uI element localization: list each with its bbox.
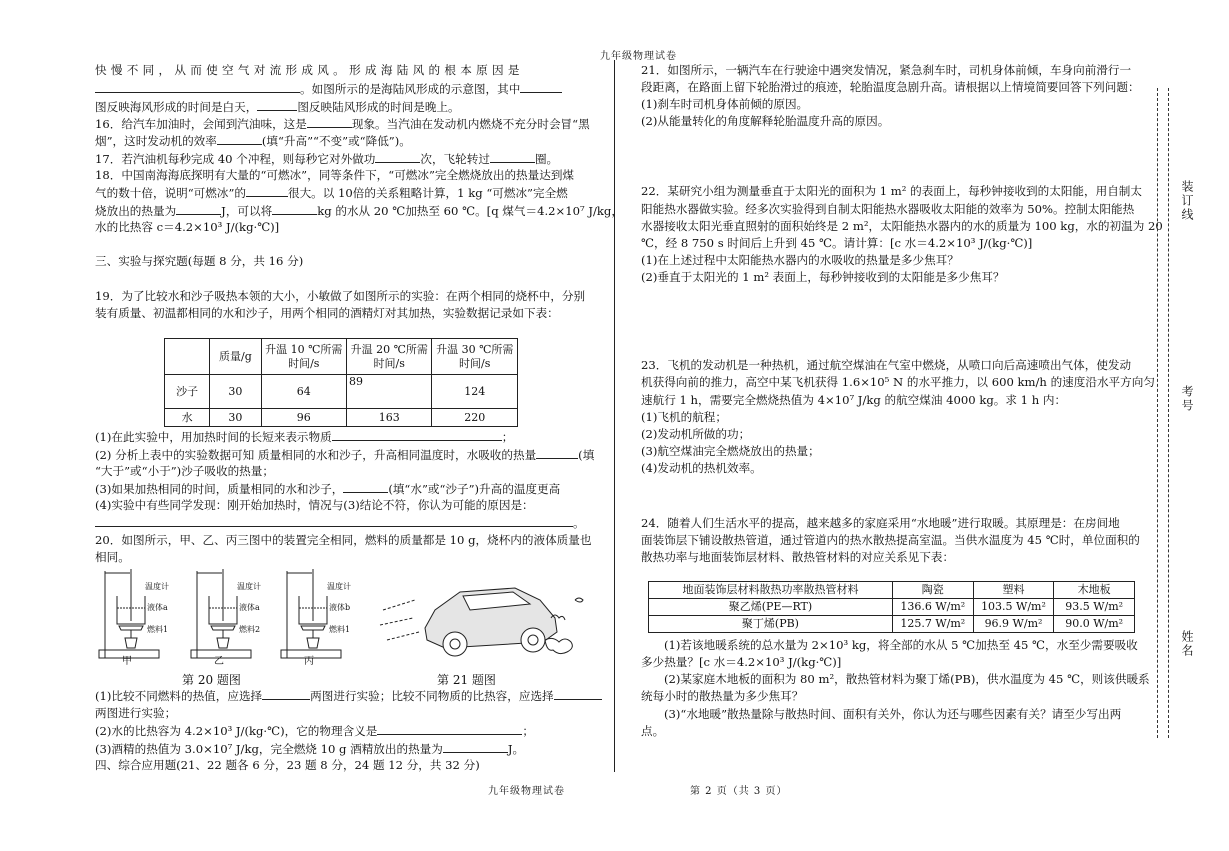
answer-blank[interactable] (272, 202, 317, 215)
header-title: 九年级物理试卷 (600, 51, 677, 62)
table-cell: 30 (210, 409, 261, 427)
answer-blank[interactable] (443, 740, 508, 753)
answer-blank[interactable] (520, 80, 562, 93)
answer-blank[interactable] (377, 722, 522, 735)
table-header: 质量/g (210, 339, 261, 375)
q21-sub: (1)刹车时司机身体前倾的原因。 (641, 97, 809, 111)
answer-blank[interactable] (307, 115, 352, 128)
label-thermometer: 温度计 (237, 582, 261, 591)
table-cell: 124 (432, 375, 518, 409)
answer-blank[interactable] (217, 132, 262, 145)
q22-sub: (2)垂直于太阳光的 1 m² 表面上，每秒钟接收到的太阳能是多少焦耳？ (641, 270, 1005, 284)
table-header: 木地板 (1054, 582, 1135, 599)
q23-line: 23．飞机的发动机是一种热机，通过航空煤油在气室中燃烧，从喷口向后高速喷出气体，使发动 (641, 358, 1132, 372)
q21-sub: (2)从能量转化的角度解释轮胎温度升高的原因。 (641, 114, 890, 128)
table-cell: 220 (432, 409, 518, 427)
text-line: 。如图所示的是海陆风形成的示意图，其中 (95, 80, 562, 97)
label-bing: 丙 (304, 656, 314, 667)
table-24 (648, 581, 1135, 633)
text-line: 图反映海风形成的时间是白天， 图反映陆风形成的时间是晚上。 (95, 100, 460, 114)
q21-line: 21．如图所示，一辆汽车在行驶途中遇突发情况，紧急刹车时，司机身体前倾，车身向前滑行一 (641, 63, 1132, 77)
sidebar-label-exam-number: 考号 (1180, 385, 1194, 413)
q22-line: 水器接收太阳光垂直照射的面积始终是 2 m²，太阳能热水器内的水的质量为 100 kg，水的初温为 20 (641, 219, 1163, 233)
answer-blank[interactable] (343, 480, 388, 493)
table-cell: 30 (210, 375, 261, 409)
label-liquid-a: 液体a (239, 603, 260, 612)
table-header: 塑料 (973, 582, 1054, 599)
section-heading: 四、综合应用题(21、22 题各 6 分，23 题 8 分，24 题 12 分，共 32 分) (95, 758, 480, 772)
answer-blank[interactable] (246, 184, 288, 197)
sidebar-label-name: 姓名 (1180, 630, 1194, 658)
q24-sub: (2)某家庭木地板的面积为 80 m²，散热管材料为聚丁烯(PB)，供水温度为 45 ℃，则该供暖系 (664, 672, 1150, 686)
table-header (165, 339, 210, 375)
q24-sub: 点。 (641, 724, 665, 738)
answer-blank[interactable] (176, 202, 221, 215)
table-cell: 89 (347, 375, 432, 409)
footer-title: 九年级物理试卷 (488, 786, 565, 797)
table-cell: 聚丁烯(PB) (649, 616, 893, 633)
table-header: 陶瓷 (892, 582, 973, 599)
q24-sub: 统每小时的散热量为多少焦耳？ (641, 689, 804, 703)
q24-line: 24．随着人们生活水平的提高，越来越多的家庭采用“水地暖”进行取暖。其原理是：在房间地 (641, 516, 1120, 530)
q16-line: 16．给汽车加油时，会闻到汽油味，这是 现象。当汽油在发动机内燃烧不充分时会冒“黑 (95, 117, 590, 131)
label-thermometer: 温度计 (327, 582, 351, 591)
q23-sub: (3)航空煤油完全燃烧放出的热量； (641, 444, 820, 458)
binding-line (1168, 88, 1169, 738)
q24-sub: (1)若该地暖系统的总水量为 2×10³ kg，将全部的水从 5 ℃加热至 45 ℃，水至少需要吸收 (664, 638, 1138, 652)
q19-line: 装有质量、初温都相同的水和沙子，用两个相同的酒精灯对其加热，实验数据记录如下表： (95, 306, 559, 320)
label-fuel-1: 燃料1 (147, 625, 169, 634)
q16-line: 烟”，这时发动机的效率 (填“升高”“不变”或“降低”)。 (95, 134, 411, 148)
table-cell: 96 (261, 409, 346, 427)
page-number: 第 2 页（共 3 页） (690, 786, 788, 797)
label-yi: 乙 (214, 656, 224, 667)
q23-sub: (1)飞机的航程； (641, 410, 727, 424)
table-cell: 163 (347, 409, 432, 427)
q19-sub: (3)如果加热相同的时间，质量相同的水和沙子， (填“水”或“沙子”)升高的温度更高 (95, 482, 561, 496)
q22-sub: (1)在上述过程中太阳能热水器内的水吸收的热量是多少焦耳？ (641, 253, 959, 267)
q21-line: 段距离，在路面上留下轮胎滑过的痕迹，轮胎温度急剧升高。请根据以上情境简要回答下列问题： (641, 80, 1140, 94)
answer-blank[interactable] (95, 514, 573, 527)
q20-sub: (2)水的比热容为 4.2×10³ J/(kg·℃)，它的物理含义是 ； (95, 724, 534, 738)
q22-line: 22．某研究小组为测量垂直于太阳光的面积为 1 m² 的表面上，每秒钟接收到的太阳能，用自制太 (641, 184, 1142, 198)
q23-sub: (2)发动机所做的功； (641, 427, 751, 441)
sidebar-label-binding: 装订线 (1180, 180, 1194, 222)
table-cell: 96.9 W/m² (973, 616, 1054, 633)
label-thermometer: 温度计 (145, 582, 169, 591)
answer-blank[interactable] (554, 687, 602, 700)
figure-21-car (375, 570, 590, 665)
q22-line: 阳能热水器做实验。经多次实验得到自制太阳能热水器吸收太阳能的效率为 50%。控制太阳能热 (641, 202, 1135, 216)
q18-line: 18．中国南海海底探明有大量的“可燃冰”，同等条件下，“可燃冰”完全燃烧放出的热量达到煤 (95, 168, 575, 182)
q20-sub: (1)比较不同燃料的热值，应选择 两图进行实验；比较不同物质的比热容，应选择 (95, 687, 602, 704)
q20-sub: 两图进行实验； (95, 706, 177, 720)
label-liquid-a: 液体a (147, 603, 168, 612)
table-header: 升温 20 ℃所需时间/s (347, 339, 432, 375)
q19-sub: (1)在此实验中，用加热时间的长短来表示物质 ； (95, 430, 514, 444)
table-cell: 沙子 (165, 375, 210, 409)
label-fuel-2: 燃料2 (239, 625, 261, 634)
column-divider (614, 60, 615, 772)
answer-blank[interactable] (490, 150, 535, 163)
section-heading: 三、实验与探究题(每题 8 分，共 16 分) (95, 254, 304, 268)
table-19 (164, 338, 518, 427)
q24-sub: (3)“水地暖”散热量除与散热时间、面积有关外，你认为还与哪些因素有关？请至少写出两 (664, 707, 1122, 721)
label-fuel-1: 燃料1 (329, 625, 351, 634)
q24-line: 面装饰层下铺设散热管道，通过管道内的热水散热提高室温。当供水温度为 45 ℃时，单位面积的 (641, 533, 1140, 547)
table-header: 升温 10 ℃所需时间/s (261, 339, 346, 375)
q23-line: 速航行 1 h，需要完全燃烧热值为 4×10⁷ J/kg 的航空煤油 4000 kg。求 1 h 内： (641, 393, 1067, 407)
answer-blank[interactable] (257, 98, 297, 111)
figure-20-caption: 第 20 题图 (182, 673, 241, 687)
table-header: 地面装饰层材料散热功率散热管材料 (649, 582, 893, 599)
q19-sub: (2) 分析上表中的实验数据可知 质量相同的水和沙子，升高相同温度时，水吸收的热量 (填 (95, 448, 595, 462)
q24-sub: 多少热量？[c 水＝4.2×10³ J/(kg·℃)] (641, 655, 842, 669)
table-cell: 136.6 W/m² (892, 599, 973, 616)
q20-line: 20．如图所示，甲、乙、丙三图中的装置完全相同，燃料的质量都是 10 g，烧杯内的液体质量也 (95, 533, 592, 547)
table-cell: 聚乙烯(PE—RT) (649, 599, 893, 616)
binding-line (1157, 88, 1158, 738)
text-line: 快 慢 不 同 ， 从 而 使 空 气 对 流 形 成 风 。 形 成 海 陆 风 的 根 本 原 因 是 (95, 63, 520, 77)
q18-line: 气的数十倍，说明“可燃冰”的 很大。以 10倍的关系粗略计算，1 kg “可燃冰”完全燃 (95, 186, 568, 200)
q18-line: 烧放出的热量为 J，可以将 kg 的水从 20 ℃加热至 60 ℃。[q 煤气＝4.2×10⁷ J/kg， (95, 204, 623, 218)
q22-line: ℃，经 8 750 s 时间后上升到 45 ℃。请计算：[c 水＝4.2×10³ J/(kg·℃)] (641, 236, 1033, 250)
q18-line: 水的比热容 c＝4.2×10³ J/(kg·℃)] (95, 220, 280, 234)
figure-21-caption: 第 21 题图 (437, 673, 496, 687)
label-jia: 甲 (122, 656, 132, 667)
label-liquid-b: 液体b (329, 603, 351, 612)
table-cell: 水 (165, 409, 210, 427)
q23-sub: (4)发动机的热机效率。 (641, 461, 762, 475)
table-cell: 93.5 W/m² (1054, 599, 1135, 616)
q20-sub: (3)酒精的热值为 3.0×10⁷ J/kg，完全燃烧 10 g 酒精放出的热量为 J。 (95, 742, 525, 756)
table-header: 升温 30 ℃所需时间/s (432, 339, 518, 375)
answer-blank[interactable] (95, 80, 300, 93)
q24-line: 散热功率与地面装饰层材料、散热管材料的对应关系见下表： (641, 550, 955, 564)
answer-blank[interactable] (536, 446, 578, 459)
answer-blank[interactable] (375, 150, 420, 163)
table-cell: 64 (261, 375, 346, 409)
q19-sub: (4)实验中有些同学发现：刚开始加热时，情况与(3)结论不符，你认为可能的原因是： (95, 498, 534, 512)
q19-sub: “大于”或“小于”)沙子吸收的热量； (95, 464, 274, 478)
q17-line: 17．若汽油机每秒完成 40 个冲程，则每秒它对外做功 次，飞轮转过 圈。 (95, 152, 559, 166)
table-cell: 125.7 W/m² (892, 616, 973, 633)
answer-blank[interactable] (262, 687, 310, 700)
table-cell: 103.5 W/m² (973, 599, 1054, 616)
table-cell: 90.0 W/m² (1054, 616, 1135, 633)
q20-line: 相同。 (95, 550, 130, 564)
q19-line: 19．为了比较水和沙子吸热本领的大小，小敏做了如图所示的实验：在两个相同的烧杯中，分别 (95, 289, 586, 303)
answer-blank[interactable] (332, 428, 502, 441)
q19-sub: 。 (95, 514, 585, 531)
q23-line: 机获得向前的推力，高空中某飞机获得 1.6×10⁵ N 的水平推力，以 600 km/h 的速度沿水平方向匀 (641, 375, 1155, 389)
